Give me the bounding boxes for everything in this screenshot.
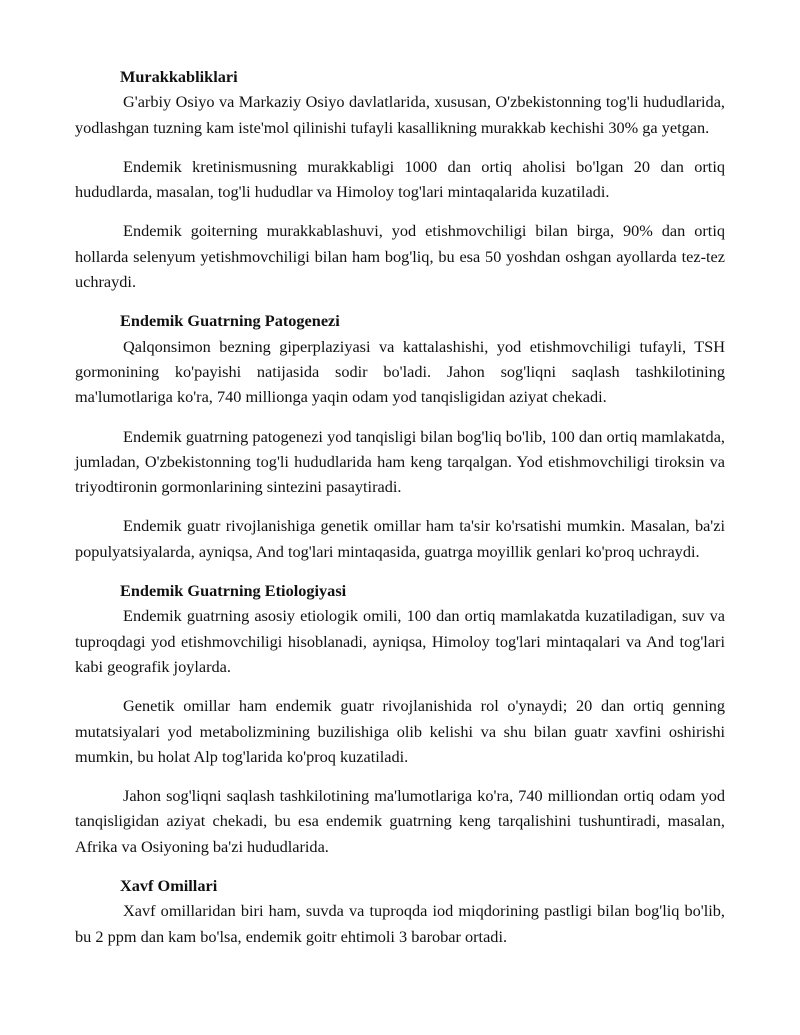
section-heading-patogenezi: Endemik Guatrning Patogenezi (120, 311, 340, 331)
paragraph: Genetik omillar ham endemik guatr rivojlanishida rol o'ynaydi; 20 dan ortiq genning mutatsiyalari yod metabolizmining buzilishiga olib kelishi va shu bilan guatr xavfini oshirishi mumkin, bu holat Alp tog'larida ko'proq kuzatiladi. (75, 696, 725, 766)
paragraph: Qalqonsimon bezning giperplaziyasi va kattalashishi, yod etishmovchiligi tufayli, TSH gormonining ko'payishi natijasida sodir bo'ladi. Jahon sog'liqni saqlash tashkilotining ma'lumotlariga ko'ra, 740 millionga yaqin odam yod tanqisligidan aziyat chekadi. (75, 336, 725, 407)
paragraph: Jahon sog'liqni saqlash tashkilotining ma'lumotlariga ko'ra, 740 milliondan ortiq odam yod tanqisligidan aziyat chekadi, bu esa endemik guatrning keng tarqalishini tushuntiradi, masalan, Afrika va Osiyoning ba'zi hududlarida. (75, 786, 725, 856)
paragraph: Endemik goiterning murakkablashuvi, yod etishmovchiligi bilan birga, 90% dan ortiq hollarda selenyum yetishmovchiligi bilan ham bog'liq, bu esa 50 yoshdan oshgan ayollarda tez-tez uchraydi. (75, 221, 725, 292)
document-page (75, 64, 725, 949)
paragraph: Xavf omillaridan biri ham, suvda va tuproqda iod miqdorining pastligi bilan bog'liq bo'lib, bu 2 ppm dan kam bo'lsa, endemik goitr ehtimoli 3 barobar ortadi. (75, 901, 725, 946)
paragraph: Endemik kretinismusning murakkabligi 1000 dan ortiq aholisi bo'lgan 20 dan ortiq hududlarda, masalan, tog'li hududlar va Himoloy tog'lari mintaqalarida kuzatiladi. (75, 156, 725, 202)
section-heading-etiologiyasi: Endemik Guatrning Etiologiyasi (120, 581, 347, 601)
paragraph: G'arbiy Osiyo va Markaziy Osiyo davlatlarida, xususan, O'zbekistonning tog'li hududlarida, yodlashgan tuzning kam iste'mol qilinishi tufayli kasallikning murakkab kechishi 30% ga yetgan. (75, 92, 725, 137)
section-heading-murakkabliklari: Murakkabliklari (120, 67, 238, 86)
paragraph: Endemik guatrning patogenezi yod tanqisligi bilan bog'liq bo'lib, 100 dan ortiq mamlakatda, jumladan, O'zbekistonning tog'li hududlarida ham keng tarqalgan. Yod etishmovchiligi tiroksin va triyodtironin gormonlarining sintezini pasaytiradi. (75, 426, 725, 497)
section-heading-xavf-omillari: Xavf Omillari (120, 876, 218, 896)
paragraph: Endemik guatrning asosiy etiologik omili, 100 dan ortiq mamlakatda kuzatiladigan, suv va tuproqdagi yod etishmovchiligi hisoblanadi, ayniqsa, Himoloy tog'lari mintaqalari va And tog'lari kabi geografik joylarda. (75, 606, 725, 676)
paragraph: Endemik guatr rivojlanishiga genetik omillar ham ta'sir ko'rsatishi mumkin. Masalan, ba'zi populyatsiyalarda, ayniqsa, And tog'lari mintaqasida, guatrga moyillik genlari ko'proq uchraydi. (75, 516, 725, 561)
